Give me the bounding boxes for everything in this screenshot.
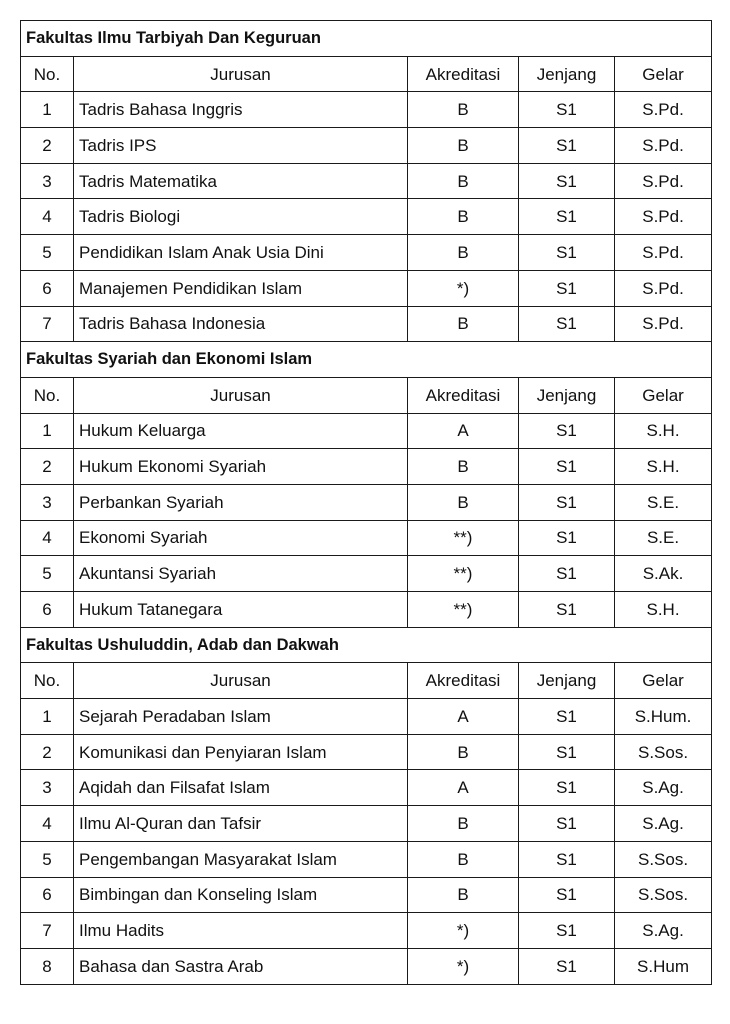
jenjang-cell: S1 (519, 877, 615, 913)
number-cell: 2 (21, 734, 74, 770)
akreditasi-cell: B (408, 199, 519, 235)
gelar-cell: S.Ag. (615, 913, 712, 949)
jurusan-cell: Manajemen Pendidikan Islam (74, 270, 408, 306)
jurusan-cell: Aqidah dan Filsafat Islam (74, 770, 408, 806)
jurusan-cell: Pengembangan Masyarakat Islam (74, 841, 408, 877)
gelar-cell: S.Pd. (615, 163, 712, 199)
jurusan-cell: Tadris IPS (74, 128, 408, 164)
table-row (21, 163, 712, 199)
akreditasi-cell: **) (408, 556, 519, 592)
jenjang-cell: S1 (519, 270, 615, 306)
table-row (21, 128, 712, 164)
gelar-cell: S.Sos. (615, 877, 712, 913)
table-row (21, 556, 712, 592)
gelar-cell: S.Pd. (615, 235, 712, 271)
jurusan-cell: Ekonomi Syariah (74, 520, 408, 556)
akreditasi-cell: A (408, 413, 519, 449)
header-no: No. (21, 377, 74, 413)
gelar-cell: S.Pd. (615, 270, 712, 306)
header-akreditasi: Akreditasi (408, 663, 519, 699)
gelar-cell: S.H. (615, 592, 712, 628)
jenjang-cell: S1 (519, 484, 615, 520)
table-row (21, 770, 712, 806)
akreditasi-cell: B (408, 734, 519, 770)
table-row (21, 235, 712, 271)
number-cell: 6 (21, 592, 74, 628)
faculty-title-row (21, 627, 712, 663)
jenjang-cell: S1 (519, 806, 615, 842)
akreditasi-cell: A (408, 699, 519, 735)
header-no: No. (21, 56, 74, 92)
gelar-cell: S.Hum (615, 948, 712, 984)
number-cell: 6 (21, 877, 74, 913)
akreditasi-cell: B (408, 128, 519, 164)
akreditasi-cell: A (408, 770, 519, 806)
number-cell: 1 (21, 699, 74, 735)
jurusan-cell: Tadris Biologi (74, 199, 408, 235)
table-row (21, 520, 712, 556)
table-row (21, 306, 712, 342)
number-cell: 1 (21, 413, 74, 449)
gelar-cell: S.Pd. (615, 92, 712, 128)
jurusan-cell: Perbankan Syariah (74, 484, 408, 520)
gelar-cell: S.Ag. (615, 770, 712, 806)
jenjang-cell: S1 (519, 235, 615, 271)
number-cell: 4 (21, 520, 74, 556)
header-akreditasi: Akreditasi (408, 377, 519, 413)
header-jenjang: Jenjang (519, 663, 615, 699)
table-row (21, 199, 712, 235)
table-row (21, 877, 712, 913)
header-jurusan: Jurusan (74, 377, 408, 413)
table-row (21, 484, 712, 520)
jurusan-cell: Pendidikan Islam Anak Usia Dini (74, 235, 408, 271)
table-row (21, 734, 712, 770)
faculty-title: Fakultas Ilmu Tarbiyah Dan Keguruan (21, 21, 712, 57)
jurusan-cell: Hukum Ekonomi Syariah (74, 449, 408, 485)
gelar-cell: S.Ak. (615, 556, 712, 592)
akreditasi-cell: B (408, 306, 519, 342)
header-gelar: Gelar (615, 56, 712, 92)
header-gelar: Gelar (615, 663, 712, 699)
table-row (21, 699, 712, 735)
number-cell: 2 (21, 128, 74, 164)
program-table (20, 20, 712, 985)
jenjang-cell: S1 (519, 841, 615, 877)
table-row (21, 92, 712, 128)
gelar-cell: S.Sos. (615, 841, 712, 877)
jenjang-cell: S1 (519, 449, 615, 485)
gelar-cell: S.Pd. (615, 128, 712, 164)
table-row (21, 913, 712, 949)
akreditasi-cell: B (408, 235, 519, 271)
table-row (21, 841, 712, 877)
faculty-title: Fakultas Ushuluddin, Adab dan Dakwah (21, 627, 712, 663)
akreditasi-cell: B (408, 877, 519, 913)
number-cell: 3 (21, 484, 74, 520)
gelar-cell: S.H. (615, 413, 712, 449)
jurusan-cell: Hukum Tatanegara (74, 592, 408, 628)
table-row (21, 270, 712, 306)
number-cell: 1 (21, 92, 74, 128)
number-cell: 4 (21, 806, 74, 842)
jenjang-cell: S1 (519, 199, 615, 235)
number-cell: 5 (21, 841, 74, 877)
header-jenjang: Jenjang (519, 56, 615, 92)
gelar-cell: S.Pd. (615, 306, 712, 342)
gelar-cell: S.H. (615, 449, 712, 485)
akreditasi-cell: *) (408, 948, 519, 984)
gelar-cell: S.E. (615, 484, 712, 520)
jurusan-cell: Sejarah Peradaban Islam (74, 699, 408, 735)
akreditasi-cell: B (408, 92, 519, 128)
number-cell: 5 (21, 235, 74, 271)
table-row (21, 948, 712, 984)
table-row (21, 592, 712, 628)
faculty-title-row (21, 21, 712, 57)
number-cell: 8 (21, 948, 74, 984)
akreditasi-cell: B (408, 841, 519, 877)
header-row (21, 56, 712, 92)
faculty-title: Fakultas Syariah dan Ekonomi Islam (21, 342, 712, 378)
jurusan-cell: Ilmu Al-Quran dan Tafsir (74, 806, 408, 842)
akreditasi-cell: *) (408, 270, 519, 306)
jenjang-cell: S1 (519, 556, 615, 592)
jenjang-cell: S1 (519, 92, 615, 128)
header-row (21, 663, 712, 699)
gelar-cell: S.Ag. (615, 806, 712, 842)
akreditasi-cell: **) (408, 520, 519, 556)
akreditasi-cell: B (408, 449, 519, 485)
gelar-cell: S.Pd. (615, 199, 712, 235)
jurusan-cell: Bimbingan dan Konseling Islam (74, 877, 408, 913)
jurusan-cell: Hukum Keluarga (74, 413, 408, 449)
jenjang-cell: S1 (519, 520, 615, 556)
gelar-cell: S.E. (615, 520, 712, 556)
header-jenjang: Jenjang (519, 377, 615, 413)
jenjang-cell: S1 (519, 734, 615, 770)
akreditasi-cell: B (408, 806, 519, 842)
akreditasi-cell: B (408, 484, 519, 520)
header-gelar: Gelar (615, 377, 712, 413)
jurusan-cell: Ilmu Hadits (74, 913, 408, 949)
number-cell: 6 (21, 270, 74, 306)
gelar-cell: S.Hum. (615, 699, 712, 735)
jurusan-cell: Akuntansi Syariah (74, 556, 408, 592)
header-akreditasi: Akreditasi (408, 56, 519, 92)
jenjang-cell: S1 (519, 128, 615, 164)
faculty-title-row (21, 342, 712, 378)
number-cell: 3 (21, 770, 74, 806)
jenjang-cell: S1 (519, 413, 615, 449)
number-cell: 7 (21, 306, 74, 342)
jurusan-cell: Komunikasi dan Penyiaran Islam (74, 734, 408, 770)
akreditasi-cell: **) (408, 592, 519, 628)
number-cell: 4 (21, 199, 74, 235)
header-no: No. (21, 663, 74, 699)
jenjang-cell: S1 (519, 163, 615, 199)
header-jurusan: Jurusan (74, 56, 408, 92)
jurusan-cell: Bahasa dan Sastra Arab (74, 948, 408, 984)
table-row (21, 449, 712, 485)
akreditasi-cell: *) (408, 913, 519, 949)
table-row (21, 413, 712, 449)
jurusan-cell: Tadris Bahasa Inggris (74, 92, 408, 128)
jenjang-cell: S1 (519, 699, 615, 735)
gelar-cell: S.Sos. (615, 734, 712, 770)
number-cell: 3 (21, 163, 74, 199)
jurusan-cell: Tadris Matematika (74, 163, 408, 199)
jenjang-cell: S1 (519, 913, 615, 949)
number-cell: 7 (21, 913, 74, 949)
jurusan-cell: Tadris Bahasa Indonesia (74, 306, 408, 342)
akreditasi-cell: B (408, 163, 519, 199)
jenjang-cell: S1 (519, 948, 615, 984)
header-jurusan: Jurusan (74, 663, 408, 699)
jenjang-cell: S1 (519, 592, 615, 628)
jenjang-cell: S1 (519, 306, 615, 342)
table-row (21, 806, 712, 842)
jenjang-cell: S1 (519, 770, 615, 806)
number-cell: 2 (21, 449, 74, 485)
header-row (21, 377, 712, 413)
number-cell: 5 (21, 556, 74, 592)
